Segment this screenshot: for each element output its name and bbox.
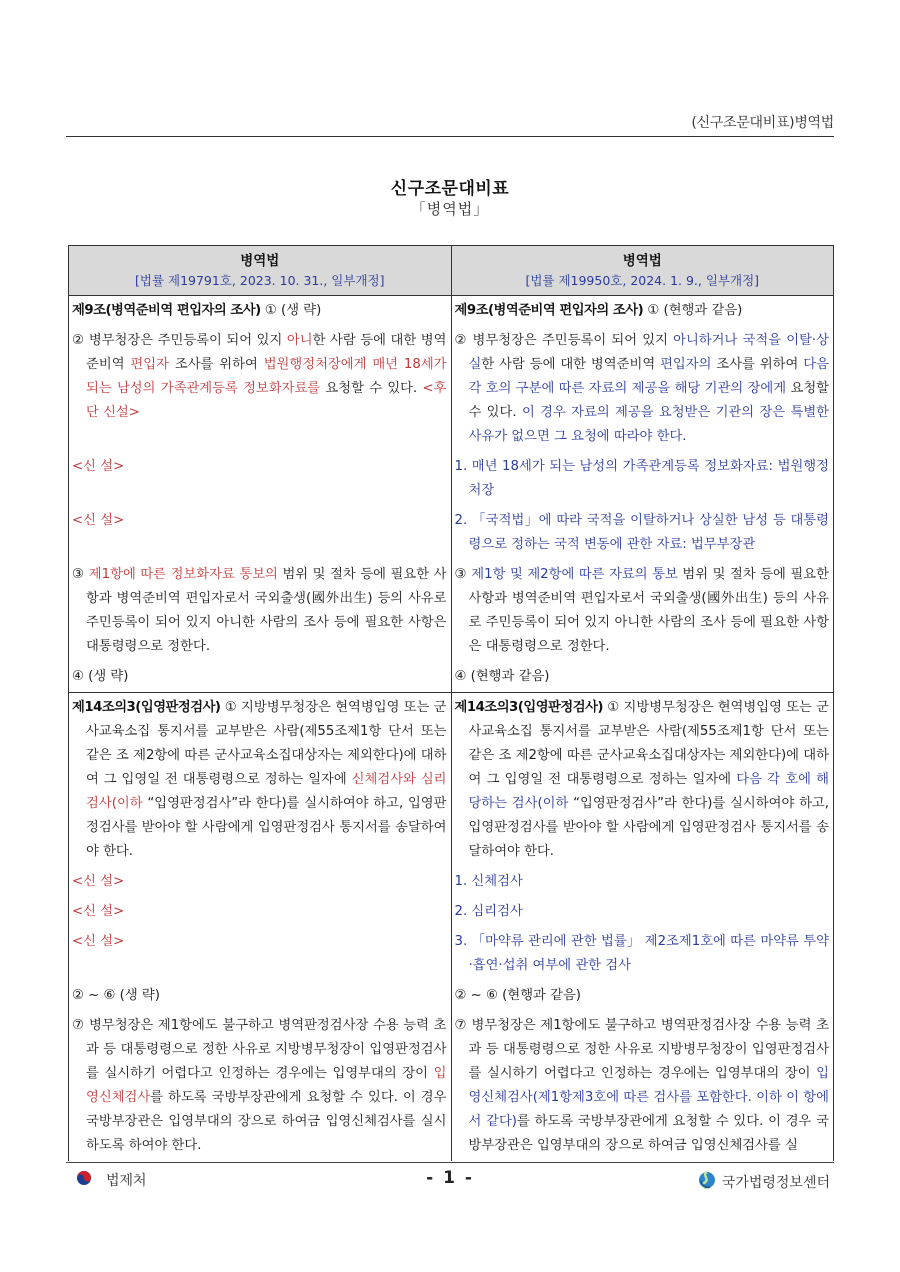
- paragraph-2: [72, 329, 447, 425]
- text-segment: 한 사람 등에 대한 병역준비역: [86, 333, 447, 372]
- amended-text: 아니하거나 국적을 이탈·상실: [468, 333, 829, 372]
- paragraph-7: [72, 1014, 447, 1158]
- table-row: [69, 981, 834, 1011]
- deleted-text: 입영신체검사: [86, 1066, 447, 1105]
- article-clause: ① (현행과 같음): [643, 303, 743, 318]
- cell-new: [451, 296, 834, 327]
- cell-old: [69, 693, 452, 868]
- column-title: 병역법: [622, 253, 662, 269]
- new-provision-marker: <신 설>: [72, 513, 125, 528]
- source-label: 국가법령정보센터: [721, 1175, 830, 1191]
- paragraph-1: [469, 700, 830, 859]
- cell-old: [69, 662, 452, 693]
- deleted-text: 법원행정처장에게 매년 18세가 되는 남성의 가족관계등록 정보화자료를: [86, 357, 447, 396]
- cell-old: [69, 897, 452, 927]
- header-divider: [66, 136, 834, 137]
- cell-old: [69, 296, 452, 327]
- cell-new: [451, 506, 834, 560]
- article-heading: [72, 696, 447, 864]
- column-subtitle: [법률 제19791호, 2023. 10. 31., 일부개정]: [135, 273, 385, 288]
- cell-new: [451, 560, 834, 662]
- footer-source: [698, 1170, 830, 1194]
- text-segment: 한 사람 등에 대한 병역준비역: [481, 357, 661, 372]
- cell-new: [451, 897, 834, 927]
- cell-new: [451, 326, 834, 452]
- new-provision-marker: <신 설>: [72, 459, 125, 474]
- text-segment: ③: [72, 567, 89, 582]
- deleted-text: <후단 신설>: [86, 381, 447, 420]
- article-title: 제14조의3(입영판정검사): [454, 700, 604, 715]
- page-number: - 1 -: [426, 1168, 474, 1188]
- cell-new: [451, 452, 834, 506]
- item-3: 3. 「마약류 관리에 관한 법률」 제2조제1호에 따른 마약류 투약·흡연·섭취 여부에 관한 검사: [454, 934, 829, 973]
- table-row: [69, 560, 834, 662]
- text-segment: “입영판정검사”라 한다)를 실시하여야 하고, 입영판정검사를 받아야 할 사람에게 입영판정검사 통지서를 송달하여야 한다.: [86, 796, 447, 859]
- table-row: [69, 1011, 834, 1161]
- running-header-title: (신구조문대비표)병역법: [691, 115, 834, 131]
- paragraph-2: [455, 329, 830, 449]
- document-title: 신구조문대비표: [390, 179, 510, 199]
- column-header-new: [451, 246, 834, 296]
- new-provision-marker: <신 설>: [72, 934, 125, 949]
- cell-old: [69, 326, 452, 452]
- paragraph-4: ④ (현행과 같음): [454, 669, 550, 684]
- new-provision-marker: <신 설>: [72, 904, 125, 919]
- paragraph-7: [455, 1014, 830, 1158]
- document-subtitle: 「병역법」: [410, 200, 490, 218]
- cell-old: [69, 1011, 452, 1161]
- paragraph-3: [455, 563, 830, 659]
- cell-new: [451, 1011, 834, 1161]
- article-title: 제9조(병역준비역 편입자의 조사): [454, 303, 644, 318]
- deleted-text: 편입자: [130, 357, 169, 372]
- item-1: 1. 매년 18세가 되는 남성의 가족관계등록 정보화자료: 법원행정처장: [454, 459, 829, 498]
- table-row: [69, 506, 834, 560]
- paragraph-1: [86, 700, 447, 859]
- text-segment: ① 지방병무청장은 현역병입영 또는 군사교육소집 통지서를 교부받은 사람(제55조제1항 단서 또는 같은 조 제2항에 따른 군사교육소집대상자는 제외한다)에 대하여 그 입영일 전 대통령령으로 정하는 일자에: [86, 700, 447, 787]
- law-center-logo-icon: [698, 1170, 716, 1194]
- article-heading: [455, 299, 830, 323]
- table-row: [69, 693, 834, 868]
- table-header-row: [69, 246, 834, 296]
- text-segment: ② 병무청장은 주민등록이 되어 있지: [72, 333, 287, 348]
- amended-text: 다음 각 호의 구분에 따른 자료의 제공을 해당 기관의 장에게: [468, 357, 829, 396]
- amended-text: 이 경우 자료의 제공을 요청받은 기관의 장은 특별한 사유가 없으면 그 요청에 따라야 한다.: [468, 405, 830, 444]
- table-row: [69, 296, 834, 327]
- deleted-text: 제1항에 따른 정보화자료 통보의: [88, 567, 278, 582]
- cell-old: [69, 981, 452, 1011]
- paragraphs-2-6: ② ~ ⑥ (현행과 같음): [454, 988, 581, 1003]
- amended-text: 편입자의: [660, 357, 712, 372]
- text-segment: ⑦ 병무청장은 제1항에도 불구하고 병역판정검사장 수용 능력 초과 등 대통령령으로 정한 사유로 지방병무청장이 입영판정검사를 실시하기 어렵다고 인정하는 경우에는 입영부대의 장이: [454, 1018, 829, 1081]
- cell-new: [451, 981, 834, 1011]
- text-segment: 범위 및 절차 등에 필요한 사항과 병역준비역 편입자로서 국외출생(國外出生) 등의 사유로 주민등록이 되어 있지 아니한 사람의 조사 등에 필요한 사항은 대통령령으로 정한다.: [468, 567, 829, 654]
- item-1: 1. 신체검사: [454, 874, 523, 889]
- amended-text: 제1항 및 제2항에 따른 자료의 통보: [471, 567, 678, 582]
- deleted-text: 신체검사와 심리검사(이하: [86, 772, 447, 811]
- text-segment: ⑦ 병무청장은 제1항에도 불구하고 병역판정검사장 수용 능력 초과 등 대통령령으로 정한 사유로 지방병무청장이 입영판정검사를 실시하기 어렵다고 인정하는 경우에는 입영부대의 장이: [72, 1018, 447, 1081]
- new-provision-marker: <신 설>: [72, 874, 125, 889]
- table-row: [69, 452, 834, 506]
- text-segment: 조사를 위하여: [168, 357, 264, 372]
- cell-old: [69, 867, 452, 897]
- text-segment: 를 하도록 국방부장관에게 요청할 수 있다. 이 경우 국방부장관은 입영부대의 장으로 하여금 입영신체검사를 실시하도록 하여야 한다.: [86, 1090, 447, 1153]
- text-segment: ③: [454, 567, 472, 582]
- amended-text: 입영신체검사(제1항제3호에 따른 검사를 포함한다. 이하 이 항에서 같다): [468, 1066, 829, 1129]
- paragraph-4: ④ (생 략): [72, 669, 129, 684]
- cell-new: [451, 662, 834, 693]
- table-row: [69, 326, 834, 452]
- table-row: [69, 927, 834, 981]
- cell-old: [69, 506, 452, 560]
- text-segment: 조사를 위하여: [711, 357, 804, 372]
- cell-old: [69, 560, 452, 662]
- table-row: [69, 897, 834, 927]
- article-heading: [455, 696, 830, 864]
- text-segment: 를 하도록 국방부장관에게 요청할 수 있다. 이 경우 국방부장관은 입영부대의 장으로 하여금 입영신체검사를 실: [468, 1114, 829, 1153]
- column-title: 병역법: [240, 253, 280, 269]
- deleted-text: 아니: [286, 333, 313, 348]
- text-segment: ① 지방병무청장은 현역병입영 또는 군사교육소집 통지서를 교부받은 사람(제55조제1항 단서 또는 같은 조 제2항에 따른 군사교육소집대상자는 제외한다)에 대하여 그 입영일 전 대통령령으로 정하는 일자에: [468, 700, 829, 787]
- cell-new: [451, 927, 834, 981]
- column-subtitle: [법률 제19950호, 2024. 1. 9., 일부개정]: [525, 273, 760, 288]
- item-2: 2. 「국적법」에 따라 국적을 이탈하거나 상실한 남성 등 대통령령으로 정하는 국적 변동에 관한 자료: 법무부장관: [454, 513, 829, 552]
- publisher-label: 법제처: [106, 1173, 147, 1189]
- column-header-old: [69, 246, 452, 296]
- cell-old: [69, 927, 452, 981]
- article-title: 제14조의3(입영판정검사): [72, 700, 221, 715]
- item-2: 2. 심리검사: [454, 904, 523, 919]
- cell-old: [69, 452, 452, 506]
- text-segment: ② 병무청장은 주민등록이 되어 있지: [454, 333, 674, 348]
- paragraph-3: [72, 563, 447, 659]
- article-title: 제9조(병역준비역 편입자의 조사): [72, 303, 261, 318]
- cell-new: [451, 693, 834, 868]
- amended-text: 다음 각 호에 해당하는 검사(이하: [468, 772, 830, 811]
- comparison-table: [68, 245, 834, 1161]
- article-clause: ① (생 략): [260, 303, 322, 318]
- text-segment: 범위 및 절차 등에 필요한 사항과 병역준비역 편입자로서 국외출생(國外出生) 등의 사유로 주민등록이 되어 있지 아니한 사람의 조사 등에 필요한 사항은 대통령령으로 정한다.: [86, 567, 447, 654]
- footer-divider: [66, 1162, 834, 1163]
- text-segment: 요청할 수 있다.: [320, 381, 423, 396]
- table-row: [69, 867, 834, 897]
- cell-new: [451, 867, 834, 897]
- article-heading: [72, 299, 447, 323]
- text-segment: “입영판정검사”라 한다)를 실시하여야 하고, 입영판정검사를 받아야 할 사람에게 입영판정검사 통지서를 송달하여야 한다.: [468, 796, 829, 859]
- paragraphs-2-6: ② ~ ⑥ (생 략): [72, 988, 160, 1003]
- table-row: [69, 662, 834, 693]
- text-segment: 요청할 수 있다.: [468, 381, 830, 420]
